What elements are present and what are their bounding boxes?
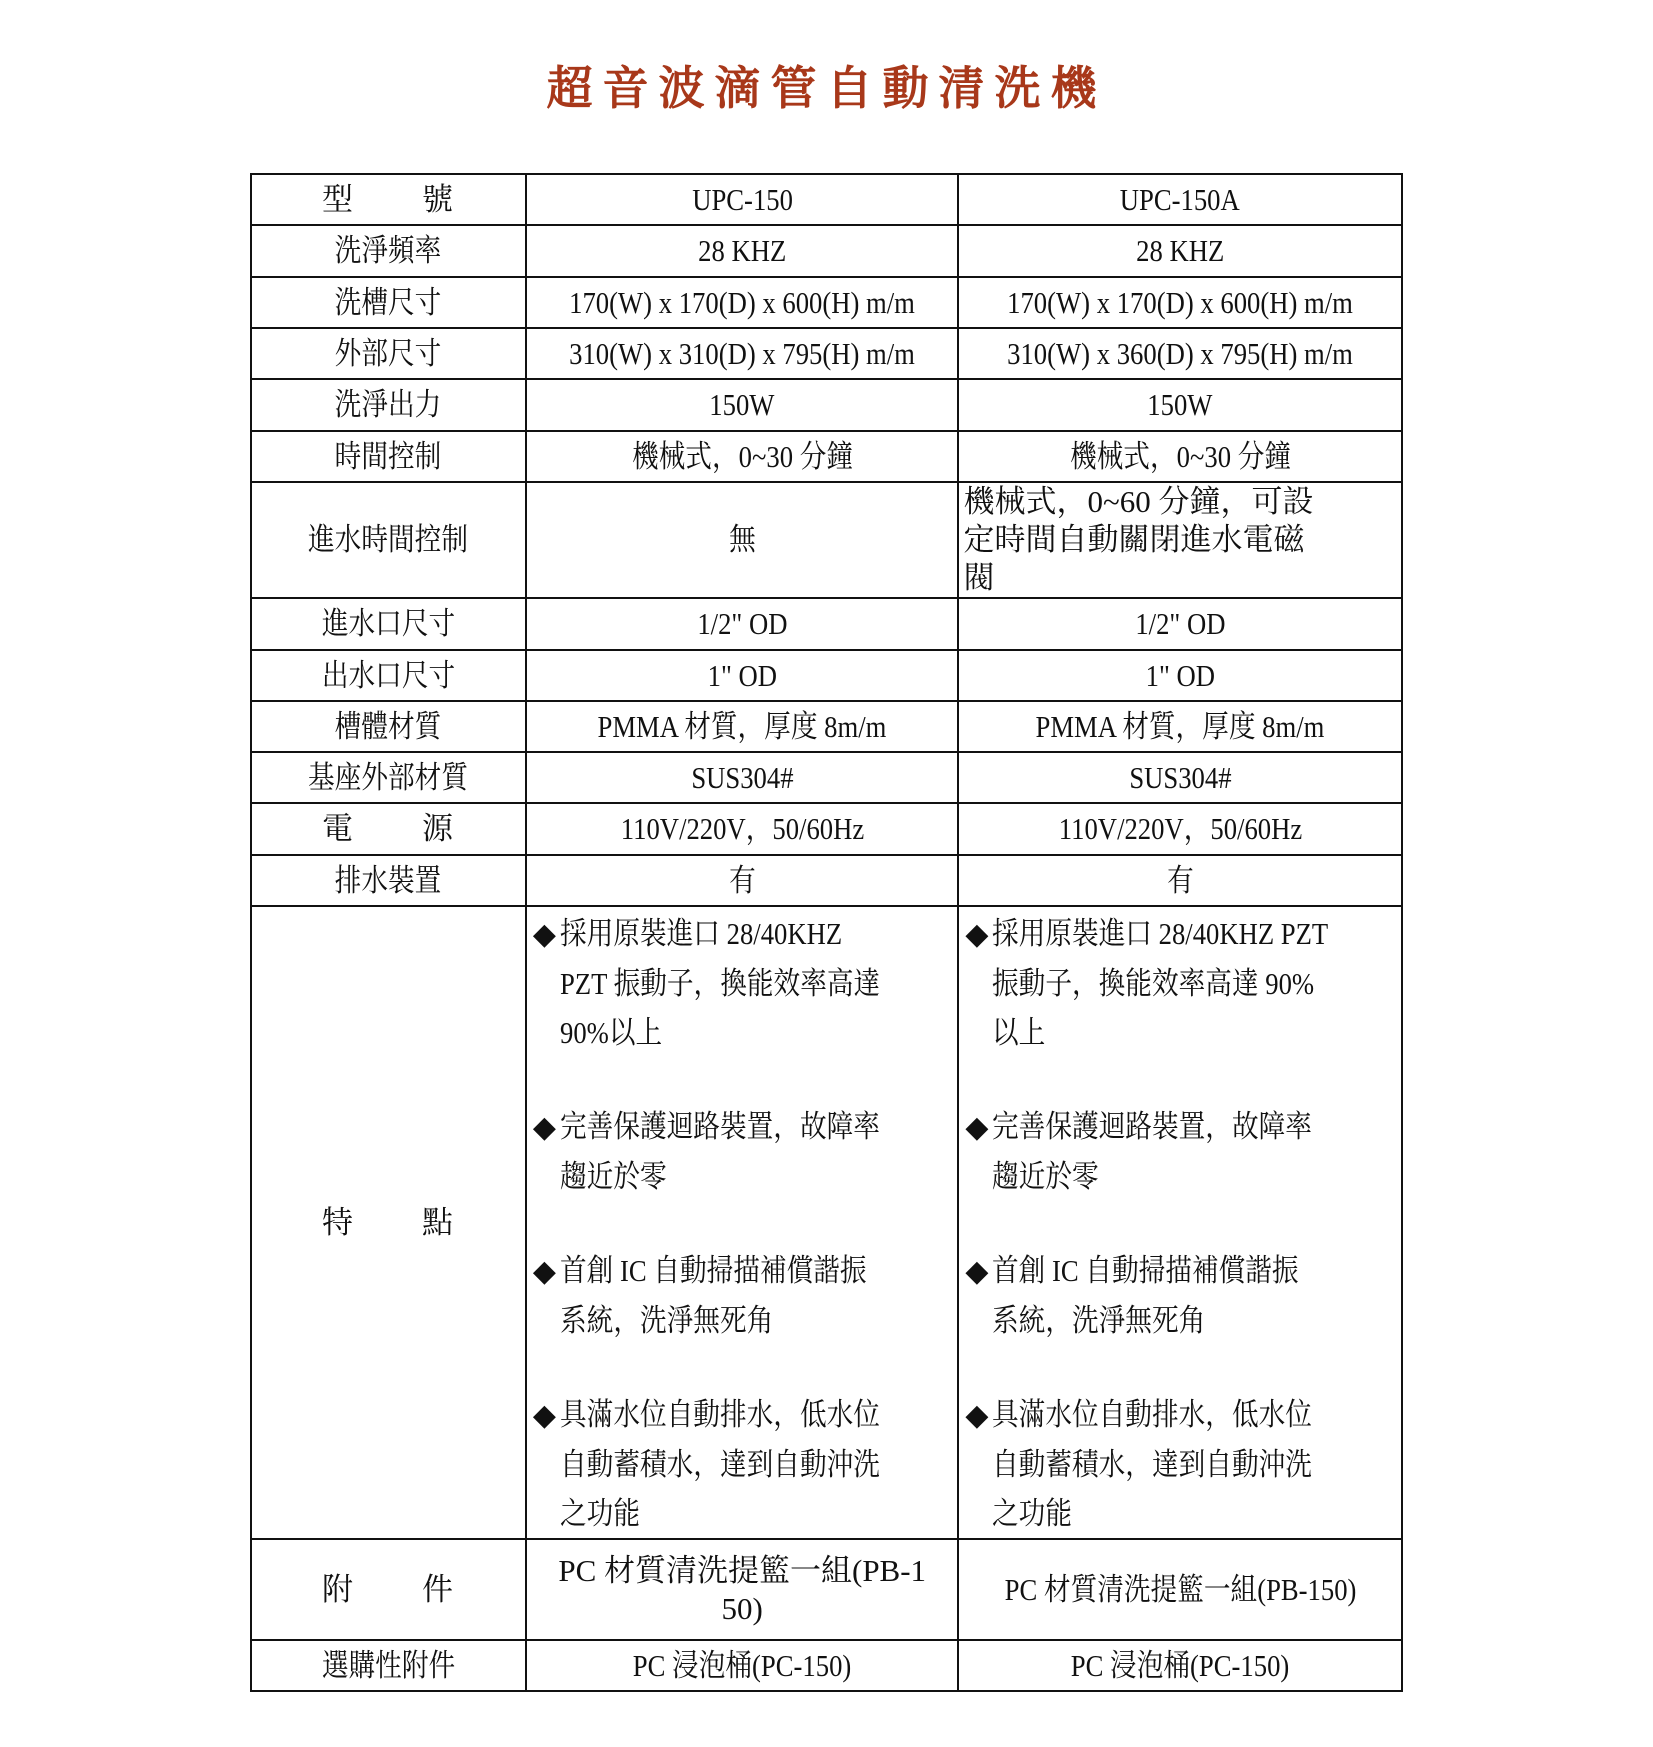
feature-text: 首創 IC 自動掃描補償諧振 [992, 1253, 1300, 1288]
cell-value: 150W [709, 387, 775, 422]
accessory-cell [526, 1539, 959, 1640]
row-label: 時間控制 [335, 438, 442, 474]
cell-value: PMMA 材質，厚度 8m/m [597, 708, 887, 744]
value-cell-upc-150 [526, 431, 959, 482]
table-row [251, 225, 1402, 277]
row-label: 排水裝置 [335, 862, 442, 898]
cell-value: 310(W) x 360(D) x 795(H) m/m [1007, 335, 1354, 371]
feature-text: 以上 [992, 1015, 1046, 1050]
row-label-char: 源 [421, 811, 453, 846]
feature-line [961, 1390, 1401, 1440]
value-cell-upc-150a [958, 803, 1402, 855]
feature-line [529, 959, 958, 1008]
table-row [251, 379, 1402, 431]
row-header-cell [251, 906, 526, 1539]
row-header-cell [251, 379, 526, 431]
feature-line [529, 1246, 958, 1296]
cell-value: 110V/220V，50/60Hz [1058, 811, 1302, 846]
value-cell-upc-150a [958, 701, 1402, 752]
feature-line [961, 1440, 1401, 1489]
table-row [251, 598, 1402, 650]
feature-line [529, 1102, 958, 1152]
feature-text: 90%以上 [559, 1015, 663, 1050]
feature-line [529, 1296, 958, 1345]
row-label-char: 電 [322, 811, 353, 846]
row-header-cell [251, 803, 526, 855]
cell-value: SUS304# [1129, 759, 1232, 795]
cell-value: 1" OD [1145, 657, 1215, 693]
spec-table-body [251, 174, 1402, 1691]
row-label: 進水口尺寸 [321, 606, 456, 641]
row-label: 基座外部材質 [308, 759, 469, 795]
feature-item [529, 1246, 958, 1345]
feature-line [961, 1246, 1401, 1296]
optional-accessory-cell [958, 1640, 1402, 1691]
feature-line [961, 959, 1401, 1008]
feature-text: 首創 IC 自動掃描補償諧振 [559, 1253, 867, 1288]
feature-text: 自動蓄積水，達到自動沖洗 [992, 1447, 1313, 1482]
feature-text: 具滿水位自動排水，低水位 [992, 1397, 1313, 1432]
feature-item [961, 909, 1401, 1057]
accessory-cell [958, 1539, 1402, 1640]
spec-table [250, 173, 1403, 1692]
page-title: 超音波滴管自動清洗機 [546, 61, 1107, 115]
row-header-cell [251, 225, 526, 277]
diamond-bullet-icon: ◆ [965, 917, 989, 952]
diamond-bullet-icon: ◆ [965, 1398, 989, 1433]
value-cell-upc-150 [526, 650, 959, 701]
value-cell-upc-150 [526, 379, 959, 431]
feature-line [529, 1152, 958, 1201]
feature-item [529, 1390, 958, 1538]
value-cell-upc-150a [958, 328, 1402, 379]
cell-value: 無 [728, 522, 756, 557]
cell-value: 110V/220V，50/60Hz [620, 811, 864, 846]
row-header-cell [251, 650, 526, 701]
feature-text: 振動子，換能效率高達 90% [992, 966, 1315, 1001]
feature-line [961, 1489, 1401, 1538]
value-cell-upc-150a [958, 598, 1402, 650]
table-row [251, 431, 1402, 482]
feature-text: 具滿水位自動排水，低水位 [559, 1397, 880, 1432]
row-header-cell [251, 855, 526, 906]
value-cell-upc-150a [958, 482, 1402, 598]
feature-item [529, 909, 958, 1057]
row-label-char: 號 [421, 181, 453, 217]
value-cell-upc-150 [526, 328, 959, 379]
value-cell-upc-150 [526, 701, 959, 752]
feature-text: 之功能 [992, 1496, 1073, 1531]
value-cell-upc-150 [526, 803, 959, 855]
row-header-cell [251, 752, 526, 803]
features-cell [958, 906, 1402, 1539]
table-row [251, 701, 1402, 752]
table-row-optional [251, 1640, 1402, 1691]
feature-item [961, 1102, 1401, 1201]
table-row [251, 277, 1402, 328]
row-header-cell [251, 328, 526, 379]
feature-text: 之功能 [559, 1496, 640, 1531]
cell-value: PC 浸泡桶(PC-150) [632, 1647, 852, 1683]
feature-line [529, 909, 958, 959]
value-cell-upc-150 [526, 598, 959, 650]
value-cell-upc-150 [526, 482, 959, 598]
value-cell-upc-150a [958, 650, 1402, 701]
row-label: 選購性附件 [321, 1647, 456, 1683]
cell-value: 機械式，0~60 分鐘，可設定時間自動關閉進水電磁閥 [963, 484, 1314, 595]
feature-text: 趨近於零 [559, 1159, 667, 1194]
row-label-char: 點 [421, 1204, 453, 1240]
feature-line [961, 1152, 1401, 1201]
feature-item [961, 1246, 1401, 1345]
row-header-cell [251, 277, 526, 328]
diamond-bullet-icon: ◆ [532, 917, 556, 952]
cell-value: PC 材質清洗提籃一組(PB-150) [1004, 1571, 1357, 1607]
cell-value: 170(W) x 170(D) x 600(H) m/m [1007, 284, 1354, 320]
value-cell-upc-150a [958, 225, 1402, 277]
feature-text: 系統，洗淨無死角 [559, 1303, 774, 1338]
features-cell [526, 906, 959, 1539]
row-label-char: 附 [322, 1571, 353, 1607]
feature-line [529, 1390, 958, 1440]
diamond-bullet-icon: ◆ [965, 1110, 989, 1145]
value-cell-upc-150 [526, 855, 959, 906]
cell-value: 1" OD [707, 657, 777, 693]
table-row-features [251, 906, 1402, 1539]
table-row-accessories [251, 1539, 1402, 1640]
cell-value: SUS304# [691, 759, 794, 795]
feature-text: 趨近於零 [992, 1159, 1100, 1194]
feature-line [961, 1008, 1401, 1057]
table-row [251, 803, 1402, 855]
row-header-cell [251, 1539, 526, 1640]
cell-value: 150W [1147, 387, 1213, 422]
row-label: 洗淨出力 [335, 387, 442, 422]
cell-value: PC 浸泡桶(PC-150) [1070, 1647, 1290, 1683]
table-row [251, 328, 1402, 379]
feature-text: 採用原裝進口 28/40KHZ [559, 916, 843, 951]
feature-line [529, 1008, 958, 1057]
value-cell-upc-150 [526, 752, 959, 803]
feature-line [529, 1440, 958, 1489]
feature-line [961, 909, 1401, 959]
diamond-bullet-icon: ◆ [965, 1254, 989, 1289]
row-header-cell [251, 174, 526, 225]
value-cell-upc-150a [958, 855, 1402, 906]
cell-value: 1/2" OD [1135, 606, 1226, 641]
feature-text: 自動蓄積水，達到自動沖洗 [559, 1447, 880, 1482]
value-cell-upc-150a [958, 431, 1402, 482]
cell-value: UPC-150 [691, 181, 793, 217]
row-label [252, 810, 525, 848]
row-label [252, 1571, 525, 1609]
row-label: 槽體材質 [335, 708, 442, 744]
row-header-cell [251, 701, 526, 752]
table-row [251, 855, 1402, 906]
table-row [251, 482, 1402, 598]
row-label: 洗淨頻率 [335, 233, 442, 268]
value-cell-upc-150a [958, 379, 1402, 431]
cell-value: 170(W) x 170(D) x 600(H) m/m [569, 284, 916, 320]
table-row [251, 650, 1402, 701]
row-label-char: 件 [421, 1571, 453, 1607]
table-row [251, 752, 1402, 803]
value-cell-upc-150 [526, 277, 959, 328]
optional-accessory-cell [526, 1640, 959, 1691]
cell-value: 28 KHZ [698, 233, 787, 268]
feature-line [529, 1489, 958, 1538]
table-row [251, 174, 1402, 225]
row-label: 進水時間控制 [308, 522, 469, 557]
cell-value: 310(W) x 310(D) x 795(H) m/m [569, 335, 916, 371]
value-cell-upc-150a [958, 752, 1402, 803]
row-header-cell [251, 1640, 526, 1691]
cell-value: 機械式，0~30 分鐘 [631, 438, 853, 474]
feature-text: 系統，洗淨無死角 [992, 1303, 1206, 1338]
value-cell-upc-150a [958, 277, 1402, 328]
cell-value: 1/2" OD [697, 606, 788, 641]
feature-text: 採用原裝進口 28/40KHZ PZT [992, 916, 1329, 951]
row-header-cell [251, 482, 526, 598]
row-label [252, 1204, 525, 1242]
feature-item [961, 1390, 1401, 1538]
cell-value: 28 KHZ [1136, 233, 1225, 268]
row-label: 外部尺寸 [335, 335, 442, 371]
feature-text: 完善保護迴路裝置，故障率 [992, 1109, 1313, 1144]
feature-text: 完善保護迴路裝置，故障率 [559, 1109, 880, 1144]
cell-value: UPC-150A [1120, 181, 1241, 217]
diamond-bullet-icon: ◆ [532, 1254, 556, 1289]
feature-line [961, 1102, 1401, 1152]
cell-value: PC 材質清洗提籃一組(PB-150) [558, 1552, 927, 1626]
value-cell-upc-150 [526, 174, 959, 225]
value-cell-upc-150a [958, 174, 1402, 225]
cell-value: 有 [728, 862, 756, 898]
diamond-bullet-icon: ◆ [532, 1398, 556, 1433]
feature-line [961, 1296, 1401, 1345]
row-label: 洗槽尺寸 [335, 284, 442, 320]
row-label [252, 181, 525, 219]
cell-value: 有 [1166, 862, 1194, 898]
row-header-cell [251, 431, 526, 482]
row-label: 出水口尺寸 [321, 657, 456, 693]
cell-value: 機械式，0~30 分鐘 [1069, 438, 1291, 474]
row-label-char: 型 [322, 181, 353, 217]
cell-value: PMMA 材質，厚度 8m/m [1035, 708, 1325, 744]
row-label-char: 特 [322, 1204, 353, 1240]
diamond-bullet-icon: ◆ [532, 1110, 556, 1145]
row-header-cell [251, 598, 526, 650]
feature-item [529, 1102, 958, 1201]
feature-text: PZT 振動子，換能效率高達 [559, 966, 881, 1001]
value-cell-upc-150 [526, 225, 959, 277]
